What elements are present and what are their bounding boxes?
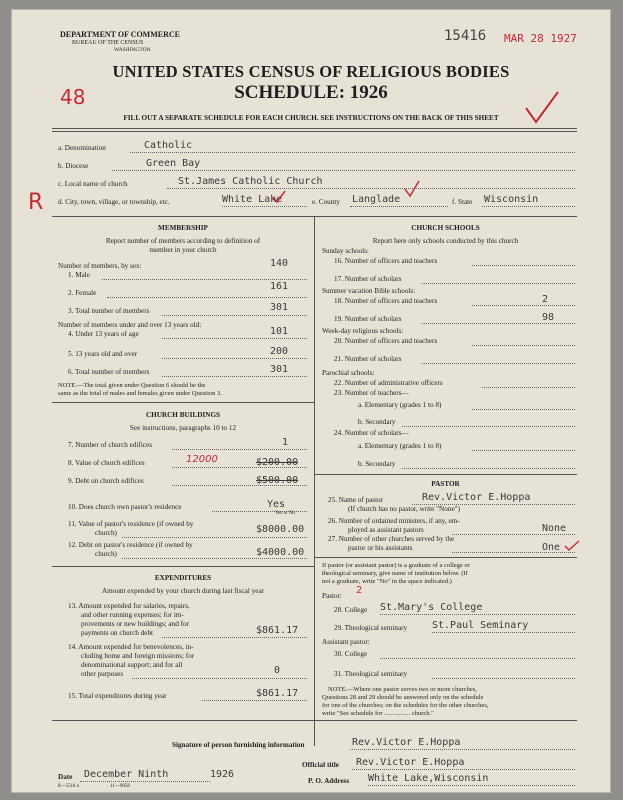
q11-label-1: 11. Value of pastor's residence (if owned by <box>68 520 194 528</box>
asst-head: Assistant pastor: <box>322 638 370 646</box>
q3-label: 3. Total number of members <box>68 307 150 315</box>
q28-line <box>380 614 575 615</box>
q6-value: 301 <box>270 364 289 375</box>
q12-value: $4000.00 <box>256 547 305 558</box>
q11-line <box>122 537 307 538</box>
margin-number: 48 <box>60 85 86 109</box>
schedule-title: SCHEDULE: 1926 <box>234 82 388 103</box>
q29-value: St.Paul Seminary <box>432 620 529 631</box>
header-rule-1 <box>52 128 577 129</box>
denomination-value: Catholic <box>144 140 193 151</box>
pastor-note-4: write "See schedule for ................ church." <box>322 710 434 717</box>
buildings-title: CHURCH BUILDINGS <box>145 411 221 419</box>
q5-label: 5. 13 years old and over <box>68 350 138 358</box>
red-check-icon <box>564 540 580 552</box>
q13-label-3: provements or new buildings; and for <box>81 620 189 628</box>
q16-label: 16. Number of officers and teachers <box>334 257 438 265</box>
date-label: Date <box>58 773 73 781</box>
q31-label: 31. Theological seminary <box>334 670 408 678</box>
pastor-head: Pastor: <box>322 592 342 600</box>
footer-rule <box>52 720 577 721</box>
q9-value: $500.00 <box>256 475 299 486</box>
q1-value: 140 <box>270 258 289 269</box>
header-rule-2 <box>52 131 577 132</box>
q8-value: $200.00 <box>256 457 299 468</box>
q31-line <box>432 678 575 679</box>
q23a-label: a. Elementary (grades 1 to 8) <box>358 401 442 409</box>
q24b-line <box>402 468 575 469</box>
denomination-label: a. Denomination <box>58 144 106 152</box>
q7-line <box>172 449 307 450</box>
q5-line <box>162 358 307 359</box>
q6-label: 6. Total number of members <box>68 368 150 376</box>
age-head: Number of members under and over 13 years old: <box>58 321 202 329</box>
membership-note-2: same as the total of males and females given under Question 3. <box>58 390 222 397</box>
q30-line <box>380 658 575 659</box>
q27-label-2: pastor or his assistants <box>348 544 413 552</box>
q19-value: 98 <box>542 312 555 323</box>
q5-value: 200 <box>270 346 289 357</box>
q25-value: Rev.Victor E.Hoppa <box>422 492 531 503</box>
q23b-label: b. Secondary <box>358 418 396 426</box>
state-label: f. State <box>452 198 473 206</box>
q6-line <box>162 376 307 377</box>
parochial-head: Parochial schools: <box>322 369 375 377</box>
q11-label-2: church) <box>95 529 117 537</box>
membership-intro-2: member in your church <box>149 246 217 254</box>
pastor-note-2: Questions 28 and 29 should be answered only on the schedule <box>322 694 484 701</box>
q1-label: 1. Male <box>68 271 90 279</box>
q12-label-2: church) <box>95 550 117 558</box>
official-title-value: Rev.Victor E.Hoppa <box>356 757 465 768</box>
po-address-line <box>368 785 575 786</box>
q28-value: St.Mary's College <box>380 602 483 613</box>
membership-note-1: NOTE.—The total given under Question 6 should be the <box>58 382 206 389</box>
q7-label: 7. Number of church edifices <box>68 441 153 449</box>
q24a-line <box>472 450 575 451</box>
schools-rule <box>314 474 577 475</box>
q9-label: 9. Debt on church edifices <box>68 477 144 485</box>
q21-line <box>422 363 575 364</box>
q26-line <box>452 534 575 535</box>
church-name-line <box>167 188 575 189</box>
county-label: e. County <box>312 198 340 206</box>
q4-line <box>162 338 307 339</box>
margin-letter: R <box>28 190 44 215</box>
church-name-label: c. Local name of church <box>58 180 128 188</box>
q26-value: None <box>542 523 567 534</box>
bureau-label: BUREAU OF THE CENSUS <box>72 40 144 46</box>
q10-label: 10. Does church own pastor's residence <box>68 503 182 511</box>
q15-label: 15. Total expenditures during year <box>68 692 167 700</box>
signature-label: Signature of person furnishing information <box>172 741 305 749</box>
q30-label: 30. College <box>334 650 368 658</box>
q26-label-2: ployed as assistant pastors <box>348 526 424 534</box>
city-line <box>222 206 307 207</box>
schools-sub: Report here only schools conducted by this church <box>372 237 519 245</box>
county-line <box>350 206 448 207</box>
church-name-value: St.James Catholic Church <box>178 176 323 187</box>
county-value: Langlade <box>352 194 401 205</box>
signature-value: Rev.Victor E.Hoppa <box>352 737 461 748</box>
red-check-icon <box>404 180 420 198</box>
red-check-icon <box>272 190 286 204</box>
q2-label: 2. Female <box>68 289 97 297</box>
q12-label-1: 12. Debt on pastor's residence (if owned by <box>68 541 193 549</box>
q24b-label: b. Secondary <box>358 460 396 468</box>
q19-line <box>422 323 575 324</box>
q8-label: 8. Value of church edifices <box>68 459 145 467</box>
q17-label: 17. Number of scholars <box>334 275 402 283</box>
q14-label-2: cluding home and foreign missions; for <box>81 652 195 660</box>
q17-line <box>422 283 575 284</box>
q13-label-4: payments on church debt <box>81 629 154 637</box>
q18-line <box>472 305 575 306</box>
q22-label: 22. Number of administrative officers <box>334 379 443 387</box>
q15-value: $861.17 <box>256 688 299 699</box>
q23-label: 23. Number of teachers— <box>334 389 409 397</box>
q25-note: (If church has no pastor, write "None") <box>348 505 460 513</box>
schools-title: CHURCH SCHOOLS <box>411 224 480 232</box>
q25-label: 25. Name of pastor <box>328 496 384 504</box>
official-title-label: Official title <box>302 761 339 769</box>
pastor-note-3: for one of the churches; on the schedules for the other churches, <box>322 702 489 709</box>
pastor-note-1: NOTE.—Where one pastor serves two or more churches, <box>328 686 477 693</box>
city-value: White Lake <box>222 194 283 205</box>
q11-value: $8000.00 <box>256 524 305 535</box>
q12-line <box>122 558 307 559</box>
print-number: 11—9058 <box>110 784 130 789</box>
q19-label: 19. Number of scholars <box>334 315 402 323</box>
q23b-line <box>402 426 575 427</box>
membership-intro-1: Report number of members according to definition of <box>105 237 261 245</box>
city-label: WASHINGTON <box>114 47 151 53</box>
state-line <box>482 206 575 207</box>
form-title: UNITED STATES CENSUS OF RELIGIOUS BODIES <box>112 62 510 81</box>
date-year: 1926 <box>210 769 235 780</box>
membership-title: MEMBERSHIP <box>158 224 208 232</box>
pastor-title: PASTOR <box>431 480 460 488</box>
pastor-rule <box>314 557 577 558</box>
q18-label: 18. Number of officers and teachers <box>334 297 438 305</box>
q14-value: 0 <box>274 665 281 676</box>
weekday-head: Week-day religious schools: <box>322 327 404 335</box>
date-value: December Ninth <box>84 769 169 780</box>
denomination-line <box>130 152 575 153</box>
city-label: d. City, town, village, or township, etc. <box>58 198 170 206</box>
grad-note-1: If pastor (or assistant pastor) is a graduate of a college or <box>322 562 470 569</box>
q13-label-1: 13. Amount expended for salaries, repairs, <box>68 602 190 610</box>
q3-value: 301 <box>270 302 289 313</box>
q24a-label: a. Elementary (grades 1 to 8) <box>358 442 442 450</box>
summer-head: Summer vacation Bible schools: <box>322 287 416 295</box>
q20-line <box>472 345 575 346</box>
instructions-line: FILL OUT A SEPARATE SCHEDULE FOR EACH CHURCH. SEE INSTRUCTIONS ON THE BACK OF THIS SHEET <box>123 114 499 122</box>
signature-line <box>350 749 575 750</box>
q21-label: 21. Number of scholars <box>334 355 402 363</box>
q14-label-1: 14. Amount expended for benevolences, in- <box>68 643 194 651</box>
diocese-label: b. Diocese <box>58 162 89 170</box>
q20-label: 20. Number of officers and teachers <box>334 337 438 345</box>
q10-value: Yes <box>267 499 286 510</box>
q15-line <box>202 700 307 701</box>
grad-note-2: theological seminary, give name of institution below. (If <box>322 570 468 577</box>
q3-line <box>162 315 307 316</box>
q13-value: $861.17 <box>256 625 299 636</box>
q29-label: 29. Theological seminary <box>334 624 408 632</box>
q14-line <box>132 678 307 679</box>
expenditures-sub: Amount expended by your church during last fiscal year <box>101 587 265 595</box>
dept-label: DEPARTMENT OF COMMERCE <box>60 30 181 39</box>
yes-no-hint: Yes or No <box>275 511 296 516</box>
q23a-line <box>472 409 575 410</box>
pastor-red-mark: 2 <box>356 585 363 596</box>
diocese-value: Green Bay <box>146 158 201 169</box>
red-checkmark-icon <box>522 90 562 126</box>
q27-value: One <box>542 542 561 553</box>
q22-line <box>482 387 575 388</box>
q2-value: 161 <box>270 281 289 292</box>
form-number: 8—5518 a <box>58 784 79 789</box>
q2-line <box>107 297 307 298</box>
q18-value: 2 <box>542 294 549 305</box>
census-schedule-sheet <box>12 10 610 792</box>
state-value: Wisconsin <box>484 194 539 205</box>
q4-label: 4. Under 13 years of age <box>68 330 139 338</box>
po-address-value: White Lake,Wisconsin <box>368 773 489 784</box>
q27-label-1: 27. Number of other churches served by the <box>328 535 455 543</box>
by-sex-label: Number of members, by sex: <box>58 262 142 270</box>
membership-rule <box>52 402 314 403</box>
sunday-head: Sunday schools: <box>322 247 369 255</box>
q4-value: 101 <box>270 326 289 337</box>
q7-value: 1 <box>282 437 289 448</box>
grad-note-3: not a graduate, write "No" in the space indicated.) <box>322 578 452 585</box>
q8-red-correction: 12000 <box>186 454 218 465</box>
expenditures-title: EXPENDITURES <box>154 574 212 582</box>
q28-label: 28. College <box>334 606 368 614</box>
stamp-number: 15416 <box>444 28 487 44</box>
po-address-label: P. O. Address <box>308 777 350 785</box>
q24-label: 24. Number of scholars— <box>334 429 409 437</box>
q16-line <box>472 265 575 266</box>
q26-label-1: 26. Number of ordained ministers, if any, em- <box>328 517 460 525</box>
date-line <box>80 781 210 782</box>
q1-line <box>102 279 307 280</box>
q29-line <box>432 632 575 633</box>
q13-line <box>162 637 307 638</box>
official-title-line <box>352 769 575 770</box>
q14-label-3: denominational support; and for all <box>81 661 183 669</box>
diocese-line <box>112 170 575 171</box>
received-date-stamp: MAR 28 1927 <box>504 32 577 45</box>
q13-label-2: and other running expenses; for im- <box>81 611 184 619</box>
buildings-sub: See instructions, paragraphs 10 to 12 <box>129 424 237 432</box>
buildings-rule <box>52 566 314 567</box>
q14-label-4: other purposes <box>81 670 124 678</box>
